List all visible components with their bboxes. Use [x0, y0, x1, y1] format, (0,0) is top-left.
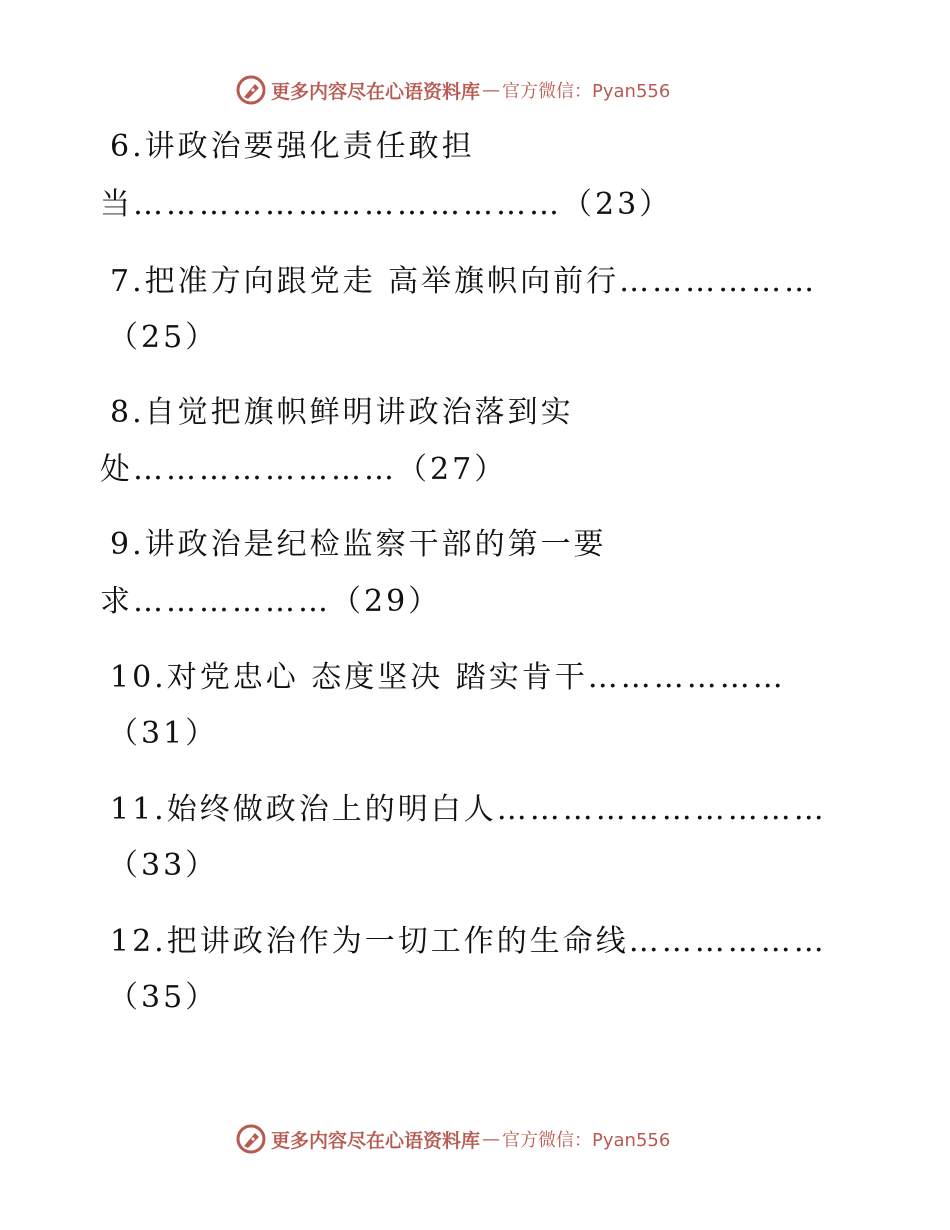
toc-entry-text: 始终做政治上的明白人…………………………: [166, 792, 827, 827]
toc-entry-text: 把讲政治作为一切工作的生命线………………: [166, 924, 827, 959]
toc-entry-title: [110, 658, 786, 698]
toc-entry-page: （25）: [108, 320, 219, 355]
toc-entry-continuation-text: 当…………………………………: [100, 187, 562, 222]
toc-entry-text: 自觉把旗帜鲜明讲政治落到实: [144, 395, 574, 430]
toc-entry-page: （35）: [108, 980, 219, 1015]
watermark-main-text: 更多内容尽在心语资料库: [271, 1129, 481, 1152]
toc-entry-number: 12.: [110, 924, 167, 959]
toc-entry-continuation: [100, 450, 507, 490]
toc-entry-number: 10.: [110, 660, 167, 695]
toc-entry-title: [110, 127, 475, 167]
watermark-separator: —: [482, 79, 501, 101]
toc-entry-number: 7.: [110, 264, 145, 299]
watermark-separator: —: [482, 1128, 501, 1150]
watermark-wechat-text: 官方微信：Pyan556: [502, 81, 671, 102]
toc-entry-page: （33）: [108, 848, 219, 883]
toc-entry-continuation-text: 求………………: [100, 584, 331, 619]
toc-entry-number: 9.: [110, 527, 145, 562]
toc-entry-title: [110, 262, 817, 302]
toc-entry-page: （27）: [397, 452, 508, 487]
pen-nib-circle-icon: [235, 1123, 267, 1155]
toc-entry-text: 讲政治要强化责任敢担: [144, 129, 475, 164]
toc-entry-title: [110, 393, 574, 433]
watermark-main-text: 更多内容尽在心语资料库: [271, 80, 481, 103]
toc-entry-continuation: [100, 185, 672, 225]
toc-entry-number: 11.: [110, 792, 167, 827]
toc-entry-text: 把准方向跟党走 高举旗帜向前行………………: [144, 264, 818, 299]
toc-entry-page: （29）: [331, 584, 442, 619]
toc-entry-number: 8.: [110, 395, 145, 430]
toc-entry-title: [110, 790, 827, 830]
toc-entry-title: [110, 525, 607, 565]
toc-entry-text: 对党忠心 态度坚决 踏实肯干………………: [166, 660, 786, 695]
toc-entry-text: 讲政治是纪检监察干部的第一要: [144, 527, 607, 562]
toc-entry-title: [110, 922, 827, 962]
toc-entry-continuation: [100, 582, 441, 622]
watermark-wechat-text: 官方微信：Pyan556: [502, 1130, 671, 1151]
toc-entry-page: （31）: [108, 716, 219, 751]
toc-entry-number: 6.: [110, 129, 145, 164]
toc-entry-page: （23）: [562, 187, 673, 222]
toc-entry-continuation-text: 处……………………: [100, 452, 397, 487]
footer-watermark: [235, 1122, 715, 1156]
